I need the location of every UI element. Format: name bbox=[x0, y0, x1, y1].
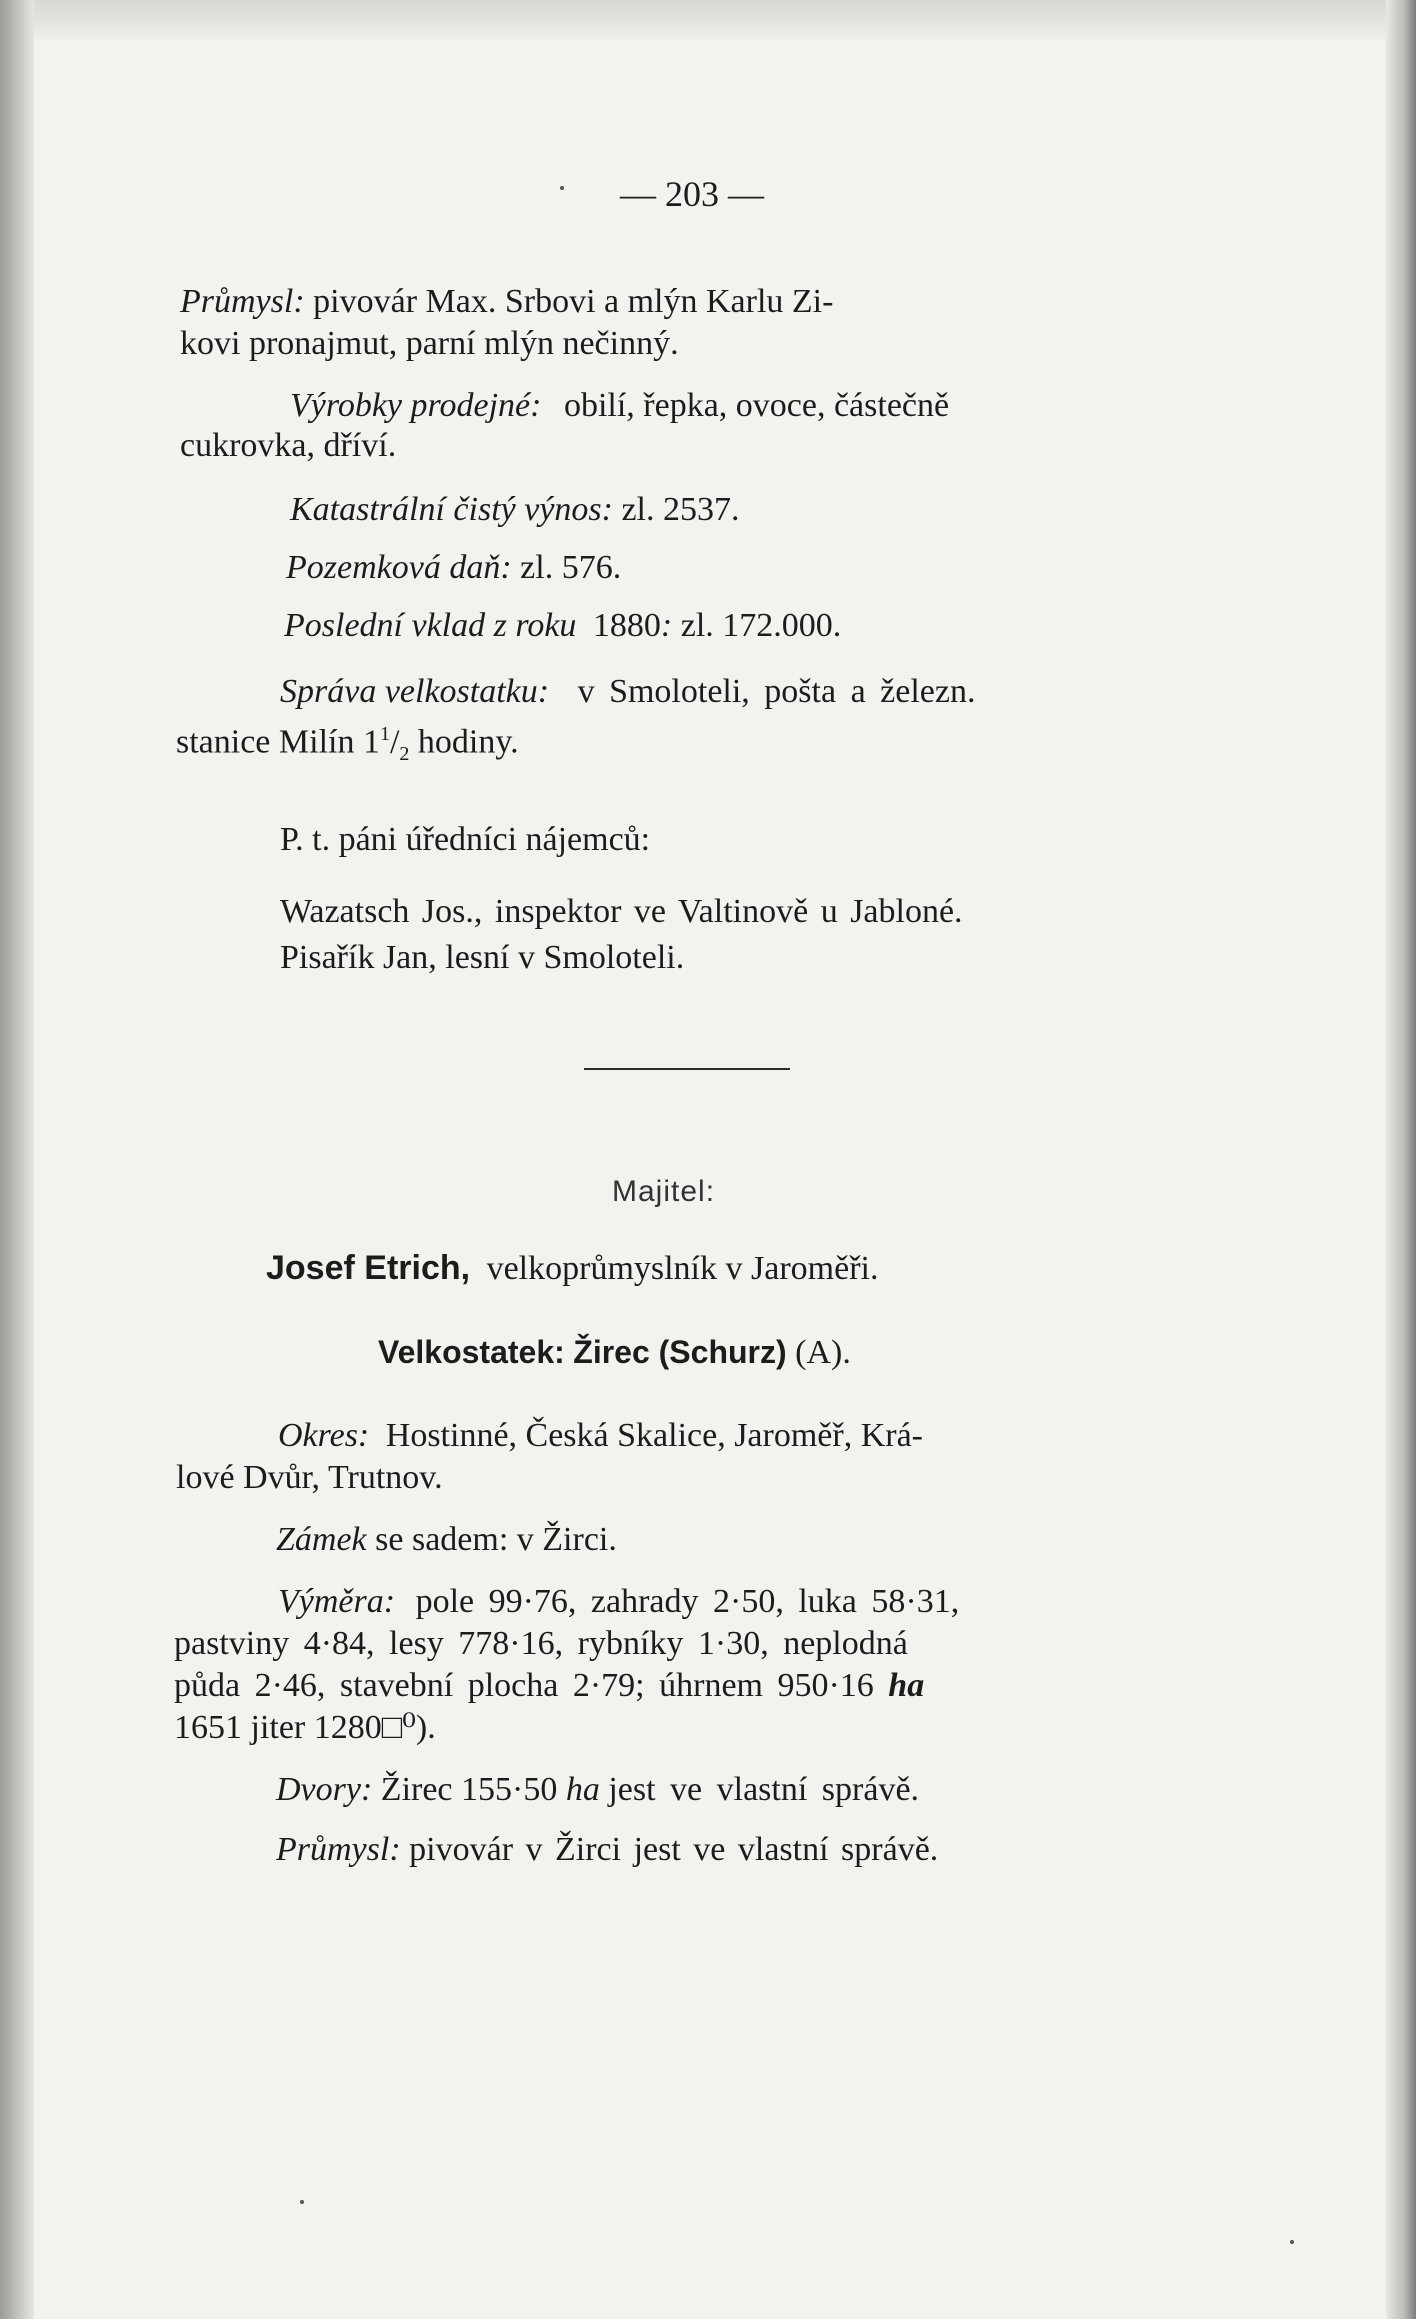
fraction-numerator: 1 bbox=[379, 723, 390, 745]
prumysl-line-2: kovi pronajmut, parní mlýn nečinný. bbox=[180, 325, 679, 362]
vyrobky-line-2: cukrovka, dříví. bbox=[180, 427, 397, 464]
vymera-label: Výměra: bbox=[278, 1583, 396, 1620]
vklad-label: Poslední vklad z roku bbox=[284, 607, 577, 644]
owner-line bbox=[266, 1246, 878, 1291]
dvory-line bbox=[276, 1768, 919, 1812]
vklad-value: zl. 172.000. bbox=[680, 607, 842, 644]
prumysl2-line bbox=[276, 1828, 938, 1872]
zamek-label: Zámek bbox=[276, 1521, 367, 1558]
vklad-colon: : bbox=[660, 607, 673, 644]
okres-text-1: Hostinné, Česká Skalice, Jaroměř, Krá- bbox=[385, 1417, 923, 1454]
sprava-text-2: stanice Milín 1 bbox=[176, 723, 380, 761]
officials-heading: P. t. páni úředníci nájemců: bbox=[280, 821, 651, 858]
prumysl-text-1: pivovár Max. Srbovi a mlýn Karlu Zi- bbox=[313, 283, 834, 320]
vymera-unit: ha bbox=[888, 1667, 925, 1704]
vklad-year: 1880 bbox=[592, 607, 661, 644]
vymera-line-3 bbox=[174, 1664, 924, 1708]
katastr-label: Katastrální čistý výnos: bbox=[290, 491, 613, 528]
prumysl-line-1 bbox=[180, 280, 1210, 324]
sprava-line-2 bbox=[176, 712, 519, 776]
speck bbox=[560, 186, 564, 190]
okres-line-1 bbox=[278, 1414, 923, 1458]
pozemkova-value: zl. 576. bbox=[520, 549, 622, 586]
fraction-denominator: 2 bbox=[399, 743, 410, 766]
owner-desc: velkoprůmyslník v Jaroměři. bbox=[486, 1250, 879, 1287]
pozemkova-line bbox=[286, 546, 621, 590]
zamek-text: se sadem: v Žirci. bbox=[375, 1521, 617, 1558]
vymera-text-3: půda 2·46, stavební plocha 2·79; úhrnem 950·16 bbox=[174, 1667, 874, 1704]
section-divider bbox=[584, 1068, 790, 1070]
owner-label: Majitel: bbox=[612, 1175, 716, 1208]
dvory-text-2: jest ve vlastní správě. bbox=[608, 1771, 920, 1808]
katastr-line bbox=[290, 488, 740, 532]
vymera-line-4: 1651 jiter 1280□⁰). bbox=[174, 1709, 436, 1746]
dvory-label: Dvory: bbox=[276, 1771, 373, 1808]
vyrobky-line-1 bbox=[290, 384, 949, 428]
estate-suffix: (A). bbox=[795, 1334, 851, 1371]
sprava-text-1: v Smoloteli, pošta a železn. bbox=[577, 673, 976, 710]
dvory-text-1: Žirec 155·50 bbox=[380, 1771, 558, 1808]
speck bbox=[1290, 2240, 1294, 2244]
official-item-2: Pisařík Jan, lesní v Smoloteli. bbox=[280, 939, 685, 976]
fraction-slash: / bbox=[389, 723, 400, 761]
prumysl2-text: pivovár v Žirci jest ve vlastní správě. bbox=[409, 1831, 939, 1868]
sprava-label: Správa velkostatku: bbox=[280, 673, 550, 710]
vyrobky-text-1: obilí, řepka, ovoce, částečně bbox=[563, 387, 950, 424]
vyrobky-label: Výrobky prodejné: bbox=[290, 387, 542, 424]
katastr-value: zl. 2537. bbox=[621, 491, 740, 528]
okres-line-2: lové Dvůr, Trutnov. bbox=[176, 1459, 443, 1496]
estate-line bbox=[378, 1330, 851, 1375]
vymera-line-1 bbox=[278, 1580, 959, 1624]
vymera-line-2: pastviny 4·84, lesy 778·16, rybníky 1·30, neplodná bbox=[174, 1625, 908, 1662]
dvory-unit: ha bbox=[565, 1771, 600, 1808]
sprava-text-3: hodiny. bbox=[409, 723, 519, 761]
pozemkova-label: Pozemková daň: bbox=[286, 549, 512, 586]
sprava-line-1 bbox=[280, 670, 975, 714]
speck bbox=[300, 2200, 304, 2204]
vklad-line bbox=[284, 604, 841, 648]
estate-name: Žirec (Schurz) bbox=[573, 1334, 787, 1370]
owner-name: Josef Etrich, bbox=[266, 1249, 471, 1287]
prumysl2-label: Průmysl: bbox=[276, 1831, 401, 1868]
okres-label: Okres: bbox=[278, 1417, 370, 1454]
official-item-1: Wazatsch Jos., inspektor ve Valtinově u Jabloné. bbox=[280, 893, 963, 930]
estate-label: Velkostatek: bbox=[378, 1334, 565, 1370]
zamek-line bbox=[276, 1518, 617, 1562]
page-number: — 203 — bbox=[620, 174, 764, 214]
vymera-text-1: pole 99·76, zahrady 2·50, luka 58·31, bbox=[415, 1583, 960, 1620]
prumysl-label: Průmysl: bbox=[180, 283, 305, 320]
